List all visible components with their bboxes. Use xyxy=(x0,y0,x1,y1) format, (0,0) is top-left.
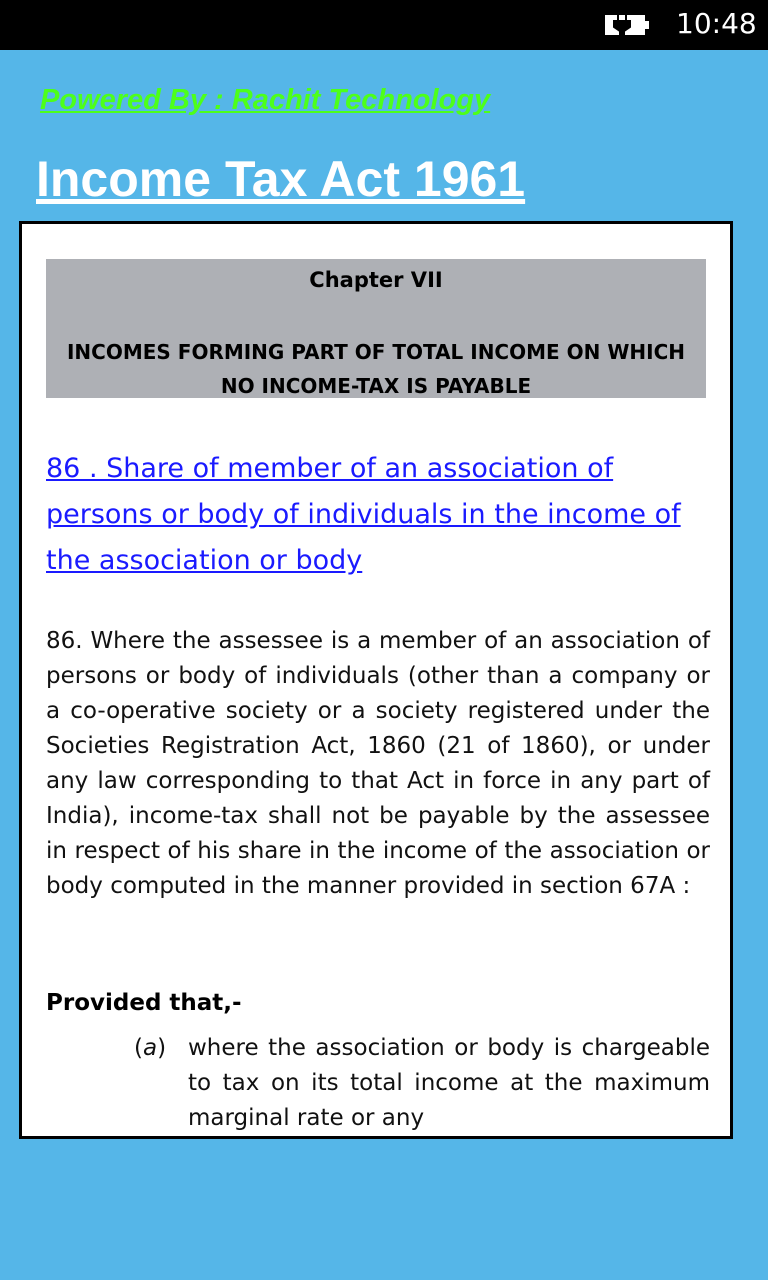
clock: 10:48 xyxy=(676,7,757,40)
clause-a-marker: (a) xyxy=(134,1035,167,1061)
proviso-label: Provided that,- xyxy=(46,990,242,1016)
clause-a-text: where the association or body is chargeable to tax on its total income at the maximum marginal rate or any xyxy=(188,1035,710,1131)
app-title[interactable]: Income Tax Act 1961 xyxy=(36,151,526,207)
chapter-number: Chapter VII xyxy=(309,268,443,292)
powered-by-link[interactable]: Powered By : Rachit Technology xyxy=(40,84,491,116)
status-bar xyxy=(0,0,768,50)
document-page[interactable] xyxy=(19,221,733,1139)
section-title-link[interactable]: 86 . Share of member of an association of persons or body of individuals in the income of the association or body xyxy=(46,453,681,576)
battery-charging-icon xyxy=(604,12,650,38)
chapter-heading: INCOMES FORMING PART OF TOTAL INCOME ON WHICH NO INCOME-TAX IS PAYABLE xyxy=(66,340,686,398)
chapter-header xyxy=(46,259,706,398)
section-body: 86. Where the assessee is a member of an association of persons or body of individuals (other than a company or a co-operative society or a society registered under the Societies Registration Act, 1860 (21 of 1860), or under any law corresponding to that Act in force in any part of India), income-tax shall not be payable by the assessee in respect of his share in the income of the association or body computed in the manner provided in section 67A : xyxy=(46,628,710,899)
clause-a-letter: a xyxy=(142,1035,158,1061)
